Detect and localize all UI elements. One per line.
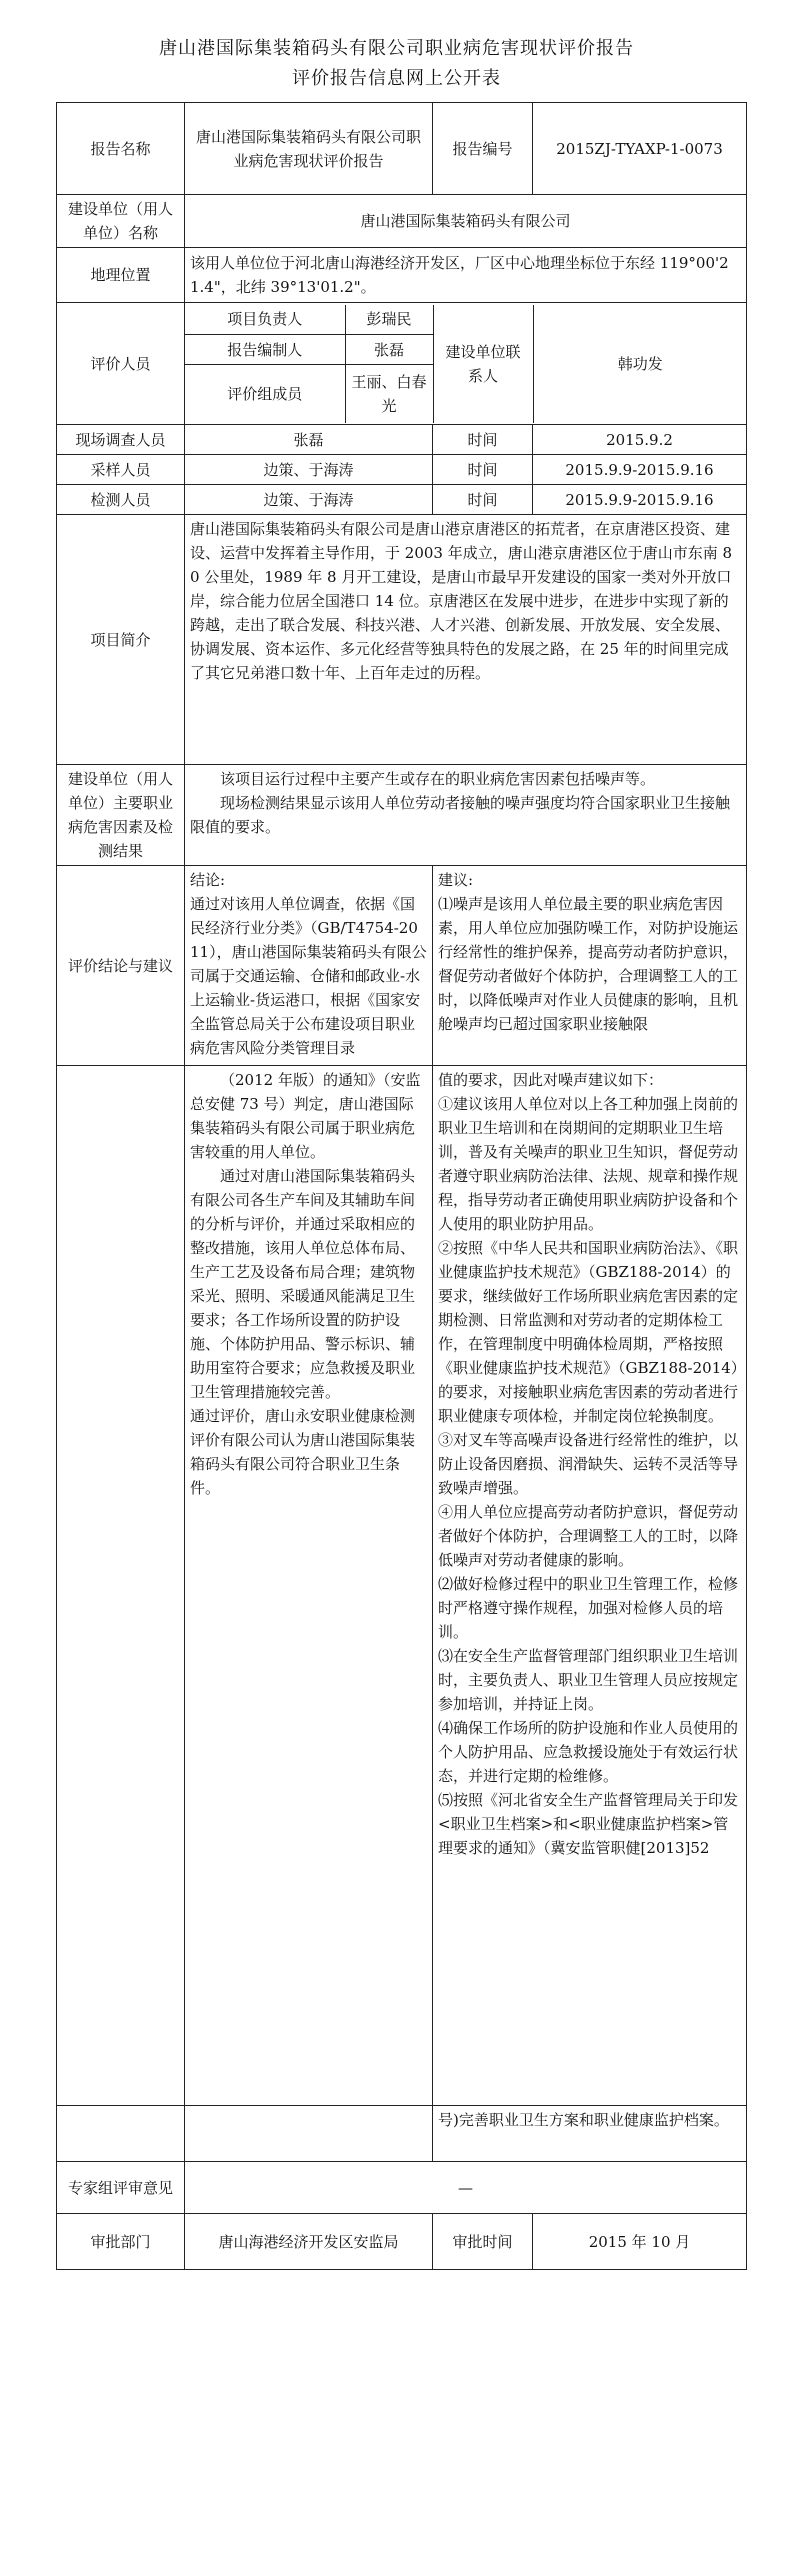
evaluators-inner-table (185, 305, 747, 423)
survey-row (57, 425, 747, 455)
suggestion-part-1: ⑴噪声是该用人单位最主要的职业病危害因素，用人单位应加强防噪工作，对防护设施运行经常性的维护保养，提高劳动者防护意识，督促劳动者做好个体防护，合理调整工人的工时，以降低噪声对作业人员健康的影响，且机舱噪声均已超过国家职业接触限 (438, 895, 739, 1033)
suggestion-item: ⑸按照《河北省安全生产监督管理局关于印发<职业卫生档案>和<职业健康监护档案>管理要求的通知》（冀安监管职健[2013]52 (438, 1791, 739, 1857)
testing-time: 2015.9.9-2015.9.16 (533, 485, 747, 515)
hazards-row (57, 765, 747, 866)
conclusion-part-1: 通过对该用人单位调查，依据《国民经济行业分类》（GB/T4754-2011），唐山港国际集装箱码头有限公司属于交通运输、仓储和邮政业-水上运输业-货运港口，根据《国家安全监管总局关于公布建设项目职业病危害风险分类管理目录 (190, 895, 427, 1057)
editor-label: 报告编制人 (185, 335, 345, 365)
sampling-time: 2015.9.9-2015.9.16 (533, 455, 747, 485)
intro-row (57, 515, 747, 765)
report-name-label: 报告名称 (57, 103, 185, 195)
unit-label: 建设单位（用人单位）名称 (57, 195, 185, 248)
survey-time: 2015.9.2 (533, 425, 747, 455)
report-info-table (56, 102, 747, 2270)
conclusion-para-2: 通过对唐山港国际集装箱码头有限公司各生产车间及其辅助车间的分析与评价，并通过采取相应的整改措施，该用人单位总体布局、生产工艺及设备布局合理；建筑物采光、照明、采暖通风能满足卫生要求；各工作场所设置的防护设施、个体防护用品、警示标识、辅助用室符合要求；应急救援及职业卫生管理措施较完善。 (190, 1167, 416, 1401)
suggestion-item: ⑷确保工作场所的防护设施和作业人员使用的个人防护用品、应急救援设施处于有效运行状态，并进行定期的检维修。 (438, 1719, 739, 1785)
sampling-row (57, 455, 747, 485)
suggestion-part-3: 号)完善职业卫生方案和职业健康监护档案。 (438, 2111, 729, 2129)
hazards-para-2: 现场检测结果显示该用人单位劳动者接触的噪声强度均符合国家职业卫生接触限值的要求。 (190, 794, 731, 836)
expert-label: 专家组评审意见 (57, 2162, 185, 2214)
approval-dept-label: 审批部门 (57, 2214, 185, 2270)
conclusion-head: 结论: (190, 871, 226, 889)
sampling-label: 采样人员 (57, 455, 185, 485)
conclusion-row-1 (57, 866, 747, 1066)
expert-row (57, 2162, 747, 2214)
document-title: 唐山港国际集装箱码头有限公司职业病危害现状评价报告 (159, 38, 634, 59)
survey-time-label: 时间 (433, 425, 533, 455)
location-value: 该用人单位位于河北唐山海港经济开发区，厂区中心地理坐标位于东经 119°00'21.4"，北纬 39°13'01.2"。 (185, 248, 747, 303)
report-number-value: 2015ZJ-TYAXP-1-0073 (533, 103, 747, 195)
suggestion-item: ⑶在安全生产监督管理部门组织职业卫生培训时，主要负责人、职业卫生管理人员应按规定参加培训，并持证上岗。 (438, 1647, 739, 1713)
suggestion-part-2: 值的要求，因此对噪声建议如下： (438, 1071, 664, 1089)
editor-value: 张磊 (345, 335, 433, 365)
conclusion-row-2 (57, 1066, 747, 2106)
suggestion-head: 建议: (438, 871, 474, 889)
evaluators-row (57, 303, 747, 425)
members-label: 评价组成员 (185, 365, 345, 423)
document-subtitle: 评价报告信息网上公开表 (292, 68, 501, 89)
approval-time-label: 审批时间 (433, 2214, 533, 2270)
unit-value: 唐山港国际集装箱码头有限公司 (185, 195, 747, 248)
suggestion-item: ②按照《中华人民共和国职业病防治法》、《职业健康监护技术规范》（GBZ188-2014）的要求，继续做好工作场所职业病危害因素的定期检测、日常监测和对劳动者的定期体检工作，在管理制度中明确体检周期，严格按照《职业健康监护技术规范》（GBZ188-2014）的要求，对接触职业病危害因素的劳动者进行职业健康专项体检，并制定岗位轮换制度。 (438, 1239, 739, 1425)
location-row (57, 248, 747, 303)
conclusion-row-3 (57, 2106, 747, 2162)
report-name-value: 唐山港国际集装箱码头有限公司职业病危害现状评价报告 (185, 103, 433, 195)
approval-dept-value: 唐山海港经济开发区安监局 (185, 2214, 433, 2270)
expert-value: — (185, 2162, 747, 2214)
report-row (57, 103, 747, 195)
testing-label: 检测人员 (57, 485, 185, 515)
sampling-person: 边策、于海涛 (185, 455, 433, 485)
suggestion-item: ①建议该用人单位对以上各工种加强上岗前的职业卫生培训和在岗期间的定期职业卫生培训，普及有关噪声的职业卫生知识，督促劳动者遵守职业病防治法律、法规、规章和操作规程，指导劳动者正确使用职业病防护设备和个人使用的职业防护用品。 (438, 1095, 739, 1233)
survey-label: 现场调查人员 (57, 425, 185, 455)
location-label: 地理位置 (57, 248, 185, 303)
survey-person: 张磊 (185, 425, 433, 455)
hazards-label: 建设单位（用人单位）主要职业病危害因素及检测结果 (57, 765, 185, 866)
testing-row (57, 485, 747, 515)
intro-text: 唐山港国际集装箱码头有限公司是唐山港京唐港区的拓荒者，在京唐港区投资、建设、运营中发挥着主导作用，于 2003 年成立，唐山港京唐港区位于唐山市东南 80 公里处，1989 年 8 月开工建设，是唐山市最早开发建设的国家一类对外开放口岸，综合能力位居全国港口 14 位。京唐港区在发展中进步，在进步中实现了新的跨越，走出了联合发展、科技兴港、人才兴港、创新发展、开放发展、安全发展、协调发展、资本运作、多元化经营等独具特色的发展之路，在 25 年的时间里完成了其它兄弟港口数十年、上百年走过的历程。 (190, 520, 733, 682)
hazards-para-1: 该项目运行过程中主要产生或存在的职业病危害因素包括噪声等。 (220, 770, 656, 788)
suggestion-item: ④用人单位应提高劳动者防护意识，督促劳动者做好个体防护，合理调整工人的工时，以降低噪声对劳动者健康的影响。 (438, 1503, 739, 1569)
unit-row (57, 195, 747, 248)
approval-row (57, 2214, 747, 2270)
testing-person: 边策、于海涛 (185, 485, 433, 515)
approval-time-value: 2015 年 10 月 (533, 2214, 747, 2270)
intro-label: 项目简介 (57, 515, 185, 765)
conclusion-label: 评价结论与建议 (57, 866, 185, 1066)
suggestion-item: ③对叉车等高噪声设备进行经常性的维护，以防止设备因磨损、润滑缺失、运转不灵活等导致噪声增强。 (438, 1431, 739, 1497)
members-value: 王丽、白春光 (345, 365, 433, 423)
suggestion-item: ⑵做好检修过程中的职业卫生管理工作，检修时严格遵守操作规程，加强对检修人员的培训。 (438, 1575, 739, 1641)
conclusion-para-3: 通过评价，唐山永安职业健康检测评价有限公司认为唐山港国际集装箱码头有限公司符合职业卫生条件。 (190, 1407, 416, 1497)
report-number-label: 报告编号 (433, 103, 533, 195)
sampling-time-label: 时间 (433, 455, 533, 485)
lead-value: 彭瑞民 (345, 305, 433, 335)
evaluators-label: 评价人员 (57, 303, 185, 425)
lead-label: 项目负责人 (185, 305, 345, 335)
conclusion-part-2: （2012 年版）的通知》（安监总安健 73 号）判定，唐山港国际集装箱码头有限公司属于职业病危害较重的用人单位。 (190, 1071, 421, 1161)
contact-value: 韩功发 (533, 305, 747, 423)
contact-label: 建设单位联系人 (433, 305, 533, 423)
testing-time-label: 时间 (433, 485, 533, 515)
